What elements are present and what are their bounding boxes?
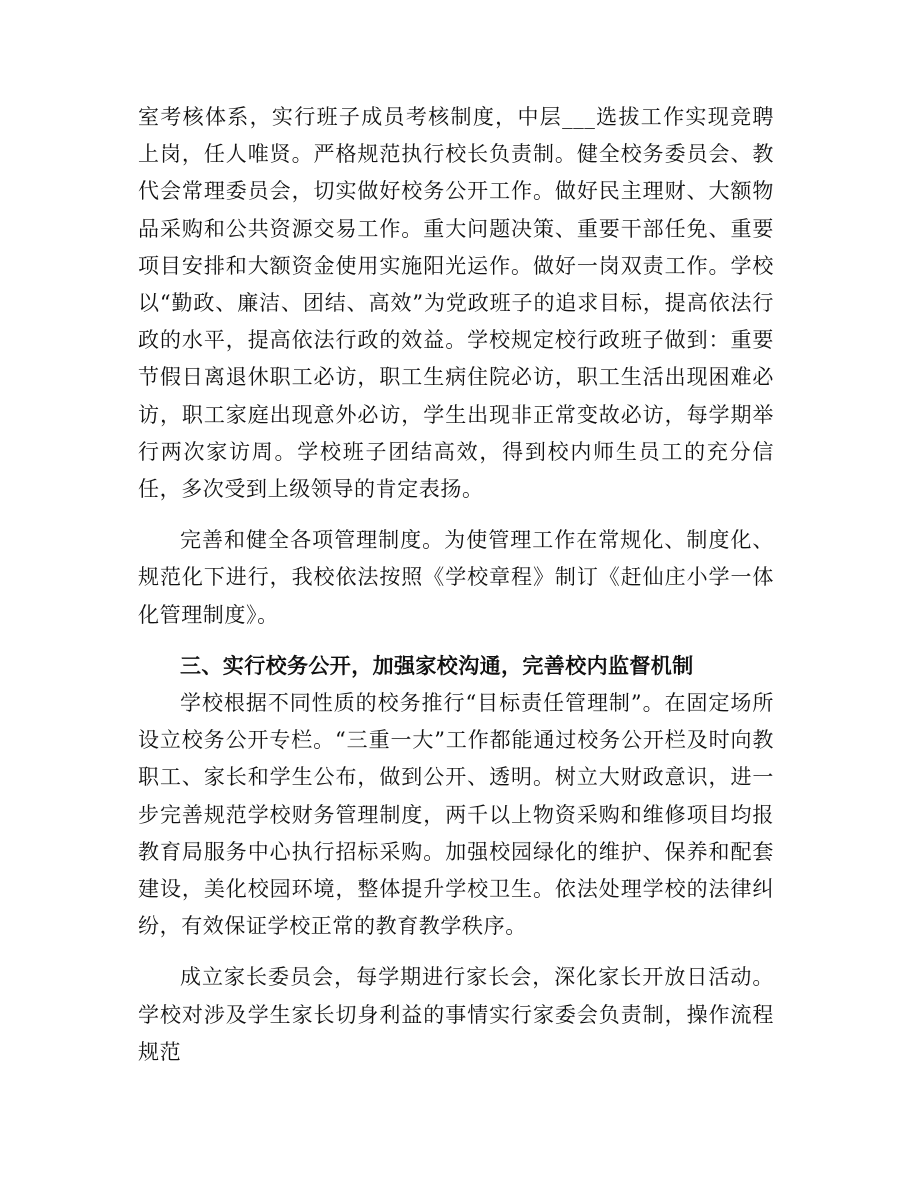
section-heading-3: 三、实行校务公开，加强家校沟通，完善校内监督机制 [180, 653, 694, 678]
paragraph-school-affairs-open: 学校根据不同性质的校务推行“目标责任管理制”。在固定场所设立校务公开专栏。“三重一大”工作都能通过校务公开栏及时向教职工、家长和学生公布，做到公开、透明。树立大财政意识，进一步完善规范学校财务管理制度，两千以上物资采购和维修项目均报教育局服务中心执行招标采购。加强校园绿化的维护、保养和配套建设，美化校园环境，整体提升学校卫生。依法处理学校的法律纠纷，有效保证学校正常的教育教学秩序。 [138, 691, 774, 939]
paragraph-spacer [138, 634, 774, 648]
document-page [138, 99, 774, 1071]
paragraph-parent-committee: 成立家长委员会，每学期进行家长会，深化家长开放日活动。学校对涉及学生家长切身利益的事情实行家委会负责制，操作流程规范 [138, 965, 774, 1064]
paragraph-management-rules: 完善和健全各项管理制度。为使管理工作在常规化、制度化、规范化下进行，我校依法按照《学校章程》制订《赶仙庄小学一体化管理制度》。 [138, 528, 774, 627]
paragraph-spacer [138, 945, 774, 959]
paragraph-spacer [138, 508, 774, 522]
paragraph-leadership-system: 室考核体系，实行班子成员考核制度，中层___选拔工作实现竞聘上岗，任人唯贤。严格规范执行校长负责制。健全校务委员会、教代会常理委员会，切实做好校务公开工作。做好民主理财、大额物品采购和公共资源交易工作。重大问题决策、重要干部任免、重要项目安排和大额资金使用实施阳光运作。做好一岗双责工作。学校以“勤政、廉洁、团结、高效”为党政班子的追求目标，提高依法行政的水平，提高依法行政的效益。学校规定校行政班子做到：重要节假日离退休职工必访，职工生病住院必访，职工生活出现困难必访，职工家庭出现意外必访，学生出现非正常变故必访，每学期举行两次家访周。学校班子团结高效，得到校内师生员工的充分信任，多次受到上级领导的肯定表扬。 [138, 105, 774, 502]
